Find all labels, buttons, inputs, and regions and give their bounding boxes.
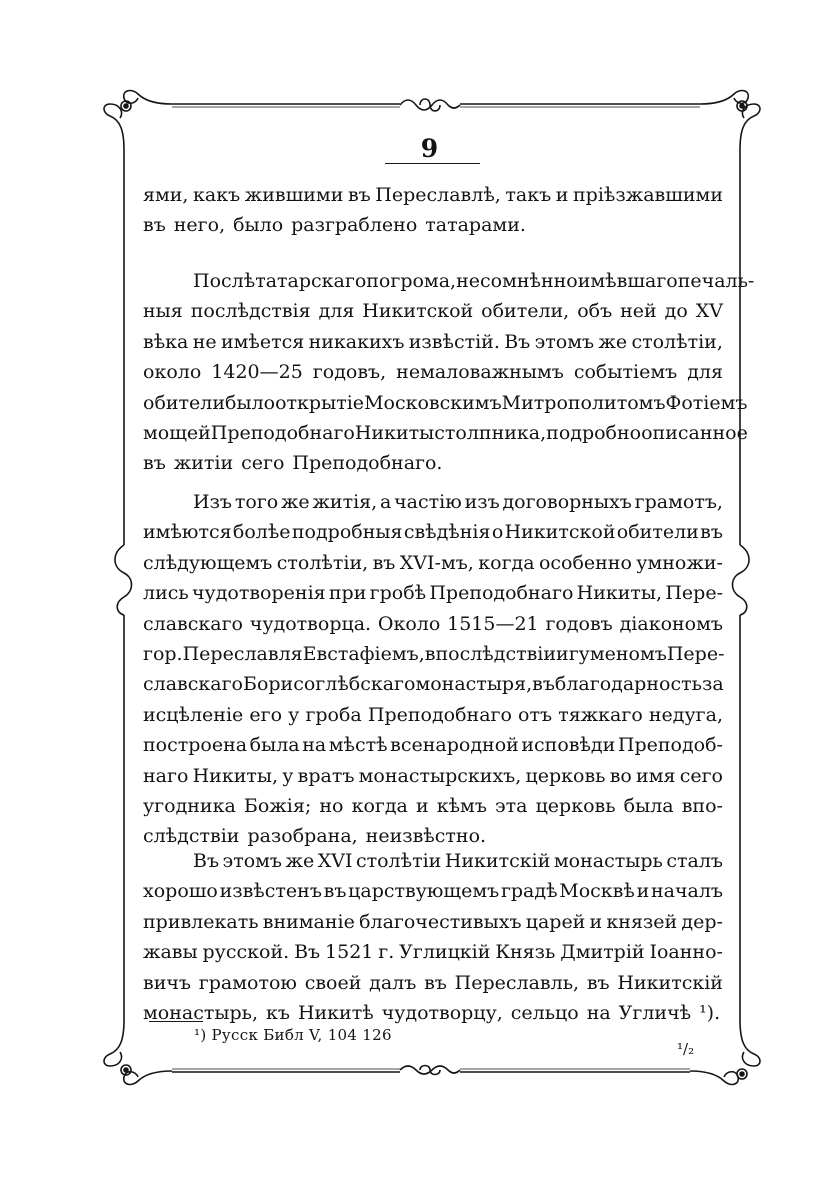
word: хорошо	[143, 880, 218, 903]
word: а	[380, 491, 392, 513]
word: пріѣзжавшими	[573, 184, 723, 206]
text-line	[143, 669, 723, 699]
word: не	[192, 330, 217, 353]
word: и	[589, 910, 603, 933]
word: Евстафіемъ,	[302, 642, 425, 665]
word: частію	[394, 491, 462, 513]
word: 1515—21	[447, 612, 539, 635]
word: подробныя	[291, 521, 403, 544]
word: этомъ	[222, 850, 283, 872]
text-line	[143, 180, 723, 210]
word: имѣются	[143, 521, 232, 544]
word: у	[288, 703, 300, 726]
word: тяжкаго	[558, 703, 643, 726]
word: годовъ,	[312, 361, 387, 384]
word: немаловажнымъ	[396, 361, 564, 384]
word: привлекать	[143, 910, 259, 933]
word: подробно	[546, 421, 642, 444]
word: было	[233, 214, 284, 237]
word: церковь	[525, 764, 606, 787]
word: мѣстѣ	[328, 734, 388, 757]
word: открытіе	[275, 391, 365, 414]
word: житія,	[312, 491, 378, 513]
word: 1521	[325, 941, 374, 964]
paragraph-1	[143, 180, 723, 241]
word: его	[249, 703, 283, 726]
text-line	[143, 998, 723, 1028]
word: кѣмъ	[436, 794, 487, 817]
text-line	[143, 609, 723, 639]
word: чудотворенія	[191, 582, 326, 605]
word: Божія;	[243, 794, 312, 817]
text-line	[143, 578, 723, 608]
word: Никитѣ	[297, 1001, 374, 1024]
word: вѣка	[143, 330, 189, 353]
word: ней	[620, 300, 657, 323]
word: но	[319, 794, 344, 817]
word: монастырь	[553, 850, 663, 872]
word: жавы	[143, 941, 198, 964]
word: свѣдѣнія	[403, 521, 491, 544]
word: благочестивыхъ	[359, 910, 522, 933]
text-line	[143, 548, 723, 578]
text-line	[143, 448, 723, 478]
text-line	[143, 357, 723, 387]
word: же	[280, 491, 310, 513]
text-line	[143, 907, 723, 937]
word: славскаго	[143, 612, 243, 635]
word: грамотъ,	[634, 491, 723, 513]
word: игуменомъ	[556, 642, 667, 665]
word: была	[623, 794, 674, 817]
word: гробѣ	[369, 582, 427, 605]
word: Около	[377, 612, 441, 635]
word: событіемъ	[573, 361, 678, 384]
word: Пере-	[666, 642, 725, 665]
word: и	[555, 184, 569, 206]
word: столѣтіи	[355, 850, 442, 872]
word: же	[285, 850, 315, 872]
word: въ	[143, 214, 166, 237]
word: никакихъ	[308, 330, 405, 353]
word: Борисоглѣбскаго	[242, 673, 416, 696]
word: описанное	[641, 421, 748, 444]
word: XV	[695, 300, 723, 323]
word: имѣвшаго	[577, 270, 678, 292]
paragraph-3	[143, 487, 723, 852]
word: договорныхъ	[502, 491, 632, 513]
word: угодника	[143, 794, 236, 817]
text-line	[143, 210, 723, 240]
word: всенародной	[390, 734, 519, 757]
word: Митрополитомъ	[501, 391, 666, 414]
word: царей	[525, 910, 586, 933]
word: Въ	[504, 330, 531, 353]
word: чудотворцу,	[381, 1001, 503, 1024]
word: далъ	[369, 971, 417, 994]
word: у	[282, 764, 294, 787]
word: во	[609, 764, 632, 787]
word: татарскаго	[255, 270, 367, 292]
word: изъ	[464, 491, 500, 513]
word: вниманіе	[262, 910, 355, 933]
word: и	[415, 794, 429, 817]
word: грамотою	[198, 971, 297, 994]
word: Изъ	[193, 491, 233, 513]
word: до	[664, 300, 688, 323]
word: житіи	[173, 452, 234, 475]
word: началъ	[650, 880, 723, 903]
word: извѣстій.	[408, 330, 500, 353]
word: обители,	[481, 300, 570, 323]
word: XVI-мъ,	[399, 551, 474, 574]
word: діакономъ	[619, 612, 723, 635]
word: разграблено	[291, 214, 418, 237]
text-line	[143, 791, 723, 821]
word: Въ	[294, 941, 321, 964]
text-line	[143, 418, 748, 448]
word: Дмитрій	[560, 941, 645, 964]
word: князей	[606, 910, 678, 933]
word: Фотіемъ	[665, 391, 748, 414]
word: Преподобнаго.	[292, 452, 443, 475]
word: умножи-	[636, 551, 723, 574]
word: въ	[347, 184, 371, 206]
word: для	[687, 361, 723, 384]
word: на	[302, 734, 327, 757]
word: Никитской	[504, 521, 616, 544]
text-line	[143, 700, 723, 730]
word: и	[636, 880, 650, 903]
word: къ	[266, 1001, 290, 1024]
word: XVI	[317, 850, 353, 872]
word: Углицкій	[399, 941, 491, 964]
word: татарами.	[425, 214, 526, 237]
word: 1420—25	[211, 361, 303, 384]
text-line	[143, 968, 723, 998]
word: отъ	[518, 703, 553, 726]
word: Никитскій	[617, 971, 723, 994]
word: гроба	[305, 703, 362, 726]
printer-signature: ¹/₂	[677, 1040, 695, 1058]
word: Москвѣ	[559, 880, 635, 903]
word: Никиты	[354, 421, 435, 444]
word: г.	[378, 941, 395, 964]
word: мощей	[143, 421, 211, 444]
word: ныя	[143, 300, 183, 323]
word: сего	[241, 452, 285, 475]
word: жившими	[244, 184, 344, 206]
word: имя	[636, 764, 676, 787]
word: Преподобнаго	[210, 421, 355, 444]
word: того	[234, 491, 279, 513]
word: Переславлѣ,	[375, 184, 501, 206]
word: же	[598, 330, 628, 353]
word: послѣдствія	[190, 300, 311, 323]
word: въ	[586, 971, 610, 994]
word: впо-	[681, 794, 723, 817]
word: вратъ	[297, 764, 355, 787]
word: годовъ	[545, 612, 613, 635]
word: какъ	[193, 184, 241, 206]
word: въ	[323, 880, 347, 903]
word: Никитскій	[444, 850, 551, 872]
word: русской.	[202, 941, 290, 964]
word: гор.	[143, 642, 183, 665]
word: этомъ	[534, 330, 595, 353]
text-line	[143, 517, 723, 547]
word: слѣдствіи	[143, 825, 240, 848]
word: сего	[679, 764, 723, 787]
word: слѣдующемъ	[143, 551, 273, 574]
word: несомнѣнно	[456, 270, 578, 292]
word: болѣе	[232, 521, 291, 544]
word: Никиты,	[192, 764, 279, 787]
text-line	[143, 876, 723, 906]
word: въ	[532, 673, 555, 696]
word: столпника,	[434, 421, 547, 444]
word: особенно	[538, 551, 632, 574]
word: Преподобнаго	[429, 582, 574, 605]
text-line	[143, 937, 723, 967]
word: Переславль,	[454, 971, 580, 994]
text-line	[143, 487, 723, 517]
word: исцѣленіе	[143, 703, 244, 726]
word: монастырскихъ,	[358, 764, 522, 787]
word: Пере-	[665, 582, 723, 605]
word: объ	[577, 300, 613, 323]
word: Преподобнаго	[367, 703, 512, 726]
word: лись	[143, 582, 189, 605]
word: своей	[304, 971, 362, 994]
text-line	[143, 730, 723, 760]
word: Послѣ	[193, 270, 256, 292]
paragraph-2	[143, 266, 755, 479]
word: Московскимъ	[364, 391, 502, 414]
paragraph-4	[143, 846, 723, 1028]
word: въ	[143, 452, 166, 475]
word: въ	[424, 971, 447, 994]
word: такъ	[505, 184, 552, 206]
word: чудотворца.	[249, 612, 372, 635]
word: градѣ	[500, 880, 558, 903]
footnote-rule	[149, 1021, 203, 1022]
word: Переславля	[182, 642, 303, 665]
word: обители	[616, 521, 699, 544]
word: исповѣди	[521, 734, 616, 757]
word: церковь	[535, 794, 616, 817]
word: за	[701, 673, 724, 696]
word: обители	[143, 391, 226, 414]
text-line	[143, 846, 723, 876]
text-line	[143, 639, 723, 669]
word: эта	[495, 794, 528, 817]
word: монастырь,	[143, 1001, 259, 1024]
word: столѣтіи,	[276, 551, 369, 574]
word: ями,	[143, 184, 189, 206]
word: сельцо	[510, 1001, 579, 1024]
word: вичъ	[143, 971, 192, 994]
word: для	[318, 300, 355, 323]
word: Князь	[495, 941, 556, 964]
word: неизвѣстно.	[365, 825, 487, 848]
text-line	[143, 761, 723, 791]
text-line	[143, 296, 723, 326]
word: извѣстенъ	[219, 880, 322, 903]
word: впослѣдствіи	[424, 642, 557, 665]
word: Іоанно-	[649, 941, 723, 964]
word: благодарность	[554, 673, 702, 696]
text-line	[143, 388, 748, 418]
word: монастыря,	[415, 673, 533, 696]
word: разобрана,	[247, 825, 358, 848]
word: царствующемъ	[348, 880, 500, 903]
word: было	[225, 391, 276, 414]
word: Никитской	[362, 300, 474, 323]
word: него,	[173, 214, 226, 237]
word: при	[328, 582, 367, 605]
word: въ	[372, 551, 396, 574]
word: Угличѣ	[618, 1001, 692, 1024]
word: была	[249, 734, 300, 757]
text-line	[143, 327, 723, 357]
word: Въ	[193, 850, 220, 872]
word: славскаго	[143, 673, 243, 696]
word: на	[586, 1001, 611, 1024]
word: наго	[143, 764, 189, 787]
word: въ	[700, 521, 723, 544]
text-line	[143, 266, 755, 296]
word: печаль-	[677, 270, 755, 292]
word: недуга,	[648, 703, 723, 726]
word: когда	[351, 794, 408, 817]
word: когда	[478, 551, 535, 574]
word: столѣтіи,	[631, 330, 723, 353]
word: ¹).	[699, 1001, 721, 1024]
word: погрома,	[366, 270, 457, 292]
word: около	[143, 361, 202, 384]
word: построена	[143, 734, 248, 757]
page-number-rule	[385, 163, 480, 164]
footnote: ¹) Русск Библ V, 104 126	[194, 1026, 392, 1044]
word: сталъ	[666, 850, 723, 872]
word: о	[491, 521, 504, 544]
word: Никиты,	[576, 582, 663, 605]
page-number: 9	[420, 134, 440, 163]
word: имѣется	[220, 330, 305, 353]
word: Преподоб-	[617, 734, 723, 757]
word: дер-	[681, 910, 723, 933]
